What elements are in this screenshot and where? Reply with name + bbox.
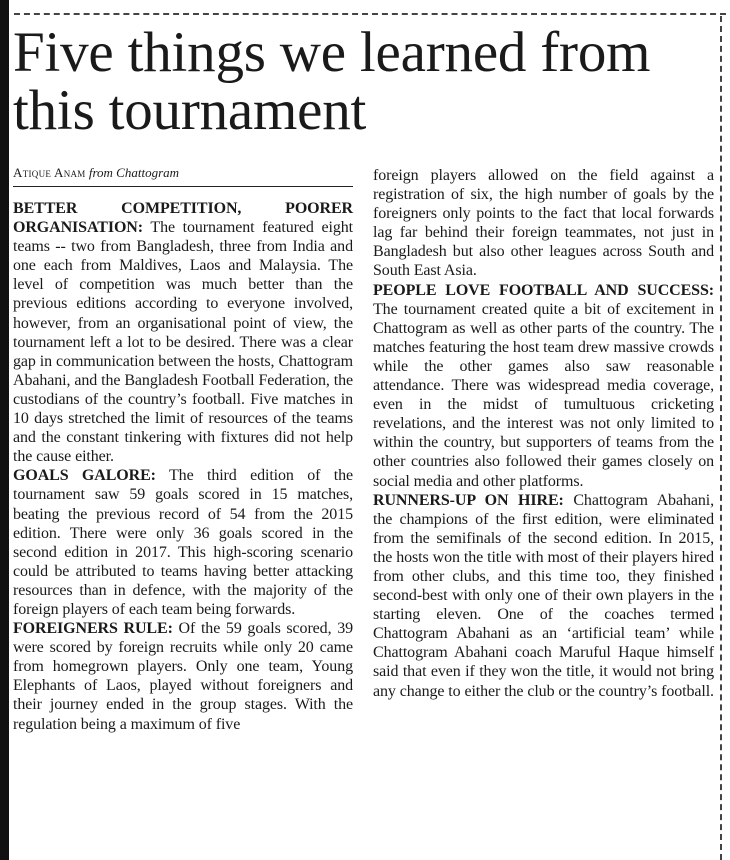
- paragraph-body: The tournament featured eight teams -- two from Bangladesh, three from India and one each from Maldives, Laos and Malaysia. The level of competition was much better than the previous editions according to everyone involved, however, from an organisational point of view, the tournament left a lot to be desired. There was a clear gap in communication between the hosts, Chattogram Abahani, and the Bangladesh Football Federation, the custodians of the country’s football. Five matches in 10 days stretched the limit of resources of the teams and the constant tinkering with fixtures did not help the cause either.: [13, 219, 353, 466]
- right-dashed-border: [720, 16, 722, 860]
- paragraph-lead: RUNNERS-UP ON HIRE:: [373, 491, 564, 509]
- byline: [13, 164, 353, 187]
- paragraph-lead: FOREIGNERS RULE:: [13, 620, 173, 638]
- paragraph-people-love-football: [373, 281, 714, 491]
- paragraph-better-competition: [13, 199, 353, 466]
- byline-author: Atique Anam: [13, 165, 86, 180]
- paragraph-body: The third edition of the tournament saw 59 goals scored in 15 matches, beating the previous record of 54 from the 2015 edition. There were only 36 goals scored in the second edition in 2017. This high-scoring scenario could be attributed to teams having better attacking resources than in defence, with the majority of the foreign players of each team being forwards.: [13, 467, 353, 618]
- paragraph-continuation: foreign players allowed on the field against a registration of six, the high number of goals by the foreigners only points to the fact that local forwards lag far behind their foreign teammates, not just in Bangladesh but also other leagues across South and South East Asia.: [373, 167, 714, 280]
- byline-location: from Chattogram: [88, 165, 180, 180]
- paragraph-lead: PEOPLE LOVE FOOTBALL AND SUCCESS:: [373, 281, 714, 299]
- paragraph-lead: BETTER COMPETITION, POORER ORGANISATION:: [13, 200, 353, 237]
- paragraph-lead: GOALS GALORE:: [13, 467, 156, 485]
- paragraph-runners-up: [373, 491, 714, 701]
- paragraph-body: Chattogram Abahani, the champions of the first edition, were eliminated from the semifinals of the second edition. In 2015, the hosts won the title with most of their players hired from other clubs, and this time too, they finished second-best with only one of their own players in the starting eleven. One of the coaches termed Chattogram Abahani as an ‘artificial team’ while Chattogram Abahani coach Maruful Haque himself said that even if they won the title, it would not bring any change to either the club or the country’s football.: [373, 491, 714, 700]
- paragraph-body: Of the 59 goals scored, 39 were scored by foreign recruits while only 20 came from homegrown players. Only one team, Young Elephants of Laos, played without foreigners and their journey ended in the group stages. With the regulation being a maximum of five: [13, 620, 354, 733]
- paragraph-foreigners-rule: [13, 619, 353, 734]
- column-left: [13, 199, 353, 734]
- headline: Five things we learned from this tournament: [13, 21, 651, 142]
- paragraph-body: The tournament created quite a bit of excitement in Chattogram as well as other parts of the country. The matches featuring the host team drew massive crowds while the other games also saw reasonable attendance. There was widespread media coverage, even in the midst of tumultuous cricketing revelations, and the interest was not only limited to within the country, but supporters of teams from the other countries also followed their games closely on social media and other platforms.: [373, 300, 714, 490]
- top-dashed-border: [14, 13, 726, 15]
- column-right: [373, 166, 714, 701]
- left-edge-bar: [0, 0, 9, 860]
- paragraph-goals-galore: [13, 466, 353, 619]
